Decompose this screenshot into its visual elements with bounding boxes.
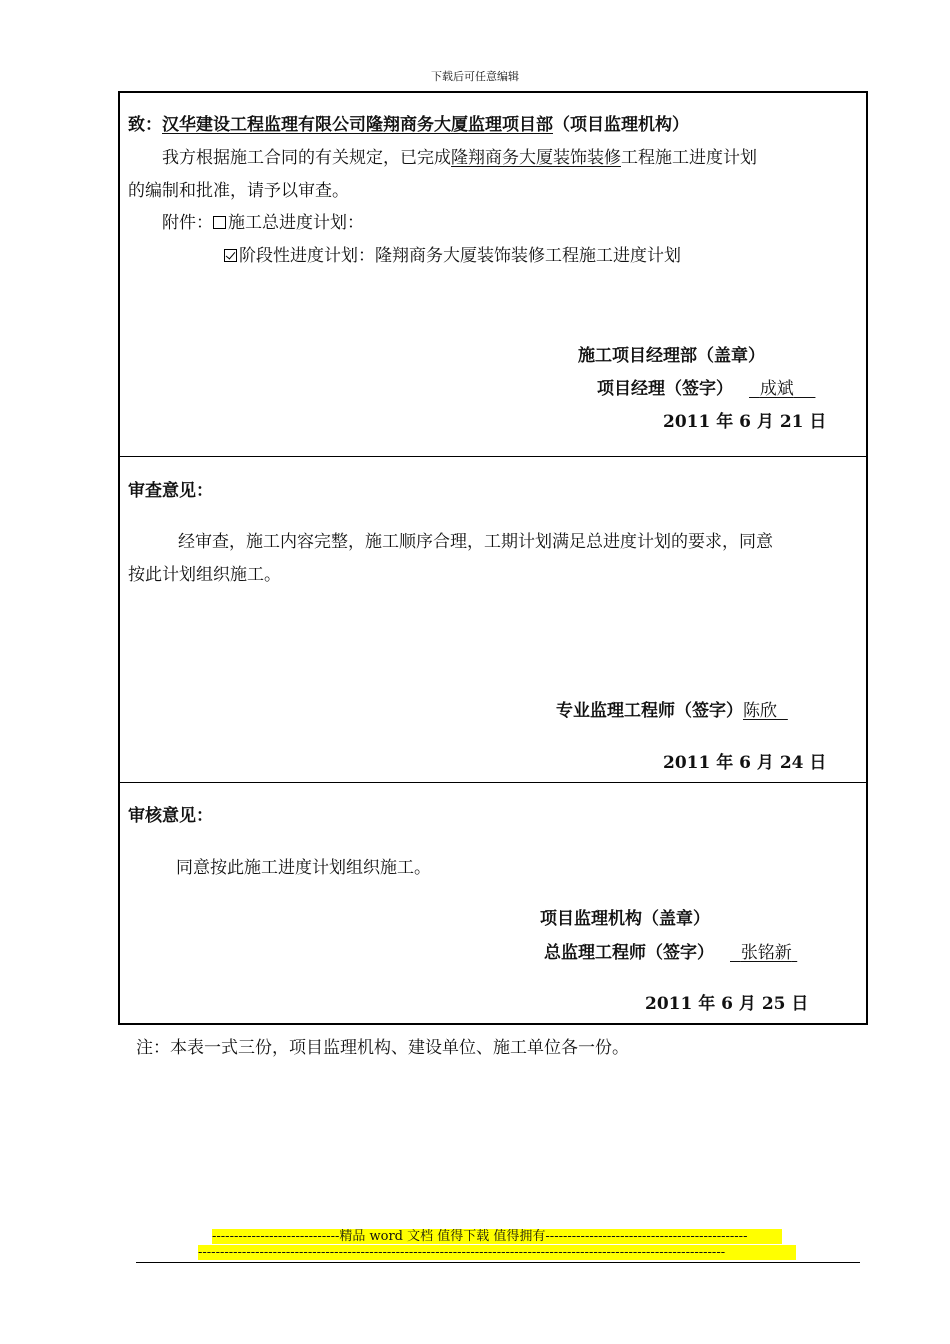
review-opinion-text-line2: 按此计划组织施工。 xyxy=(128,565,281,585)
addressee-label: 致： xyxy=(128,115,162,135)
footnote: 注：本表一式三份，项目监理机构、建设单位、施工单位各一份。 xyxy=(136,1038,629,1058)
manager-signature-label: 项目经理（签字） xyxy=(597,379,733,399)
contractor-stamp-label: 施工项目经理部（盖章） xyxy=(578,346,765,366)
chief-signature xyxy=(730,943,797,963)
footer-banner-line-1: -----------------------------精品 word 文档 值得下载 值得拥有---------------------------------------------- xyxy=(212,1229,782,1244)
submission-text-pre: 我方根据施工合同的有关规定，已完成 xyxy=(162,148,451,168)
attachment-item-2: 阶段性进度计划：隆翔商务大厦装饰装修工程施工进度计划 xyxy=(239,246,681,266)
submission-text-post: 工程施工进度计划 xyxy=(621,148,757,168)
submission-date: 2011 年 6 月 21 日 xyxy=(663,412,827,432)
audit-date: 2011 年 6 月 25 日 xyxy=(645,994,809,1014)
audit-opinion-text: 同意按此施工进度计划组织施工。 xyxy=(176,858,431,878)
header-note: 下载后可任意编辑 xyxy=(431,70,519,83)
supervision-stamp-label: 项目监理机构（盖章） xyxy=(540,909,710,929)
manager-signature-line xyxy=(597,378,815,400)
attachment-label: 附件： xyxy=(162,213,213,233)
chief-name: 张铭新 xyxy=(740,943,792,963)
attachment-line-1 xyxy=(162,212,364,234)
engineer-name: 陈欣 xyxy=(743,701,777,721)
engineer-signature-label: 专业监理工程师（签字） xyxy=(556,701,743,721)
engineer-signature xyxy=(743,701,788,721)
review-opinion-text: 经审查，施工内容完整，施工顺序合理，工期计划满足总进度计划的要求，同意 xyxy=(178,532,773,552)
checkbox-checked-icon[interactable] xyxy=(224,249,237,262)
addressee-line xyxy=(128,114,689,136)
footer-rule xyxy=(136,1262,860,1263)
submission-text-line2: 的编制和批准，请予以审查。 xyxy=(128,181,349,201)
submission-text xyxy=(162,147,757,169)
engineer-signature-line xyxy=(556,700,788,722)
attachment-item-1: 施工总进度计划： xyxy=(228,213,364,233)
manager-name: 成斌 xyxy=(759,379,794,399)
addressee-org: 汉华建设工程监理有限公司隆翔商务大厦监理项目部 xyxy=(162,115,553,135)
attachment-line-2 xyxy=(224,245,681,267)
section-divider xyxy=(118,456,868,457)
manager-signature xyxy=(749,379,815,399)
addressee-suffix: （项目监理机构） xyxy=(553,115,689,135)
section-divider xyxy=(118,782,868,783)
project-name: 隆翔商务大厦装饰装修 xyxy=(451,148,621,168)
checkbox-unchecked-icon[interactable] xyxy=(213,216,226,229)
chief-signature-label: 总监理工程师（签字） xyxy=(544,943,714,963)
footer-banner-line-2: ------------------------------------------------------------------------------------------------------------------------ xyxy=(198,1245,796,1260)
chief-signature-line xyxy=(544,942,797,964)
review-date: 2011 年 6 月 24 日 xyxy=(663,753,827,773)
review-opinion-title: 审查意见： xyxy=(128,481,213,501)
audit-opinion-title: 审核意见： xyxy=(128,806,213,826)
